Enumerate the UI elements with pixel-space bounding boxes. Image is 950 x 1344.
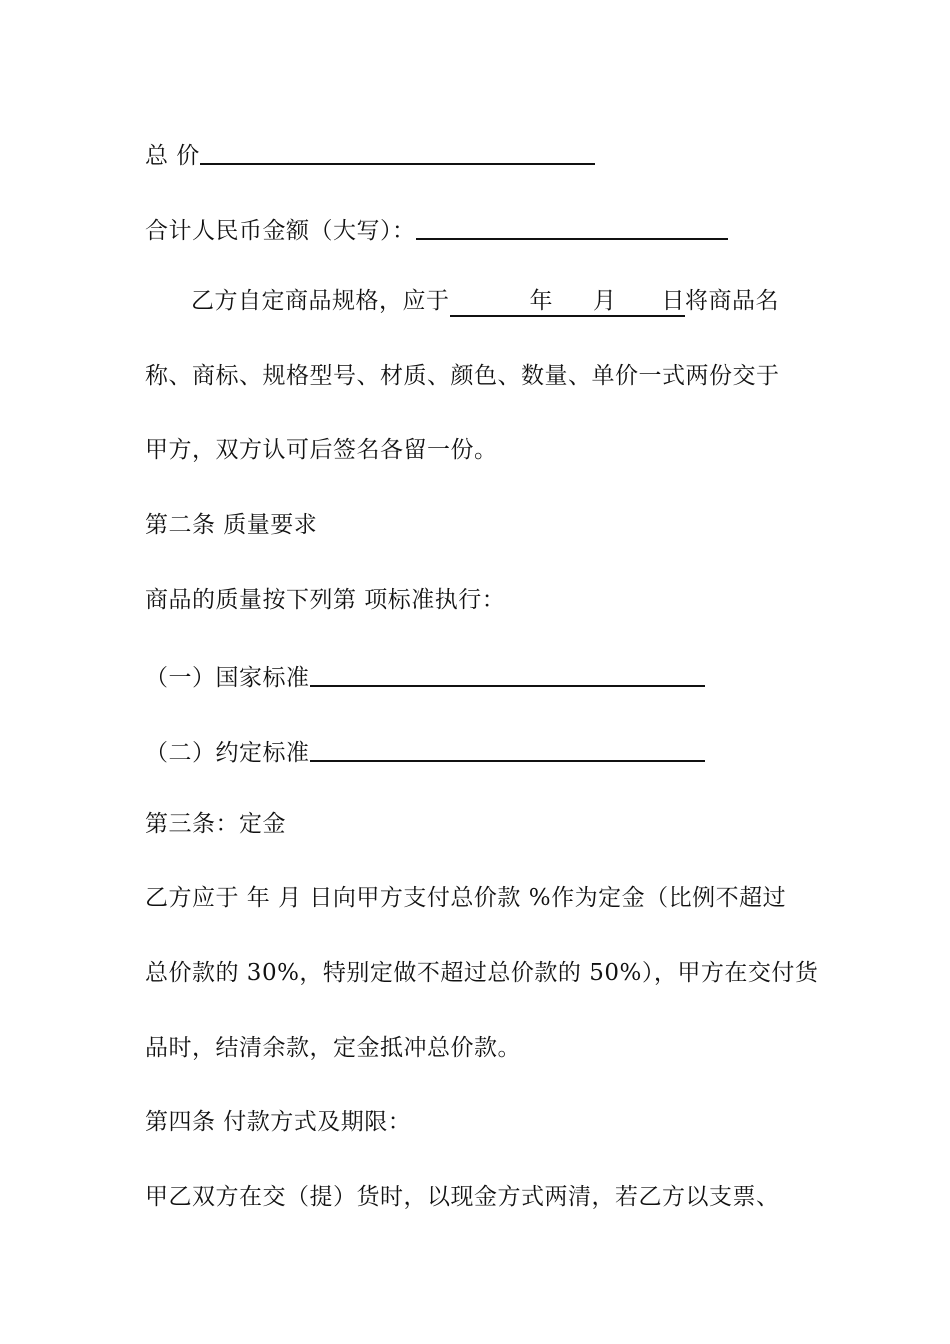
article-3-title: 第三条：定金 [145, 811, 286, 837]
article-4-title: 第四条 付款方式及期限： [145, 1109, 412, 1135]
total-price-blank [200, 139, 595, 165]
article-2-title: 第二条 质量要求 [145, 512, 318, 538]
spec-paragraph-line-1 [191, 286, 779, 316]
agreed-standard-line [145, 734, 705, 768]
delivery-date-blank [450, 288, 686, 317]
national-standard-line [145, 659, 705, 693]
rmb-total-blank [416, 214, 728, 240]
month-label: 月 [593, 288, 617, 314]
agreed-standard-label: （二）约定标准 [145, 740, 310, 766]
rmb-total-line [145, 212, 728, 246]
spec-text-b: 将商品名 [685, 288, 779, 314]
article-3-line-3: 品时，结清余款，定金抵冲总价款。 [145, 1035, 521, 1061]
article-4-line-1: 甲乙双方在交（提）货时，以现金方式两清，若乙方以支票、 [145, 1184, 780, 1210]
spec-paragraph-line-3: 甲方，双方认可后签名各留一份。 [145, 437, 498, 463]
total-price-line [145, 137, 595, 171]
agreed-standard-blank [310, 736, 705, 762]
spec-paragraph-line-2: 称、商标、规格型号、材质、颜色、数量、单价一式两份交于 [145, 363, 780, 389]
national-standard-label: （一）国家标准 [145, 665, 310, 691]
article-3-line-2: 总价款的 30%，特别定做不超过总价款的 50%），甲方在交付货 [145, 960, 819, 986]
total-price-label: 总 价 [145, 143, 200, 169]
rmb-total-label: 合计人民币金额（大写）： [145, 218, 416, 244]
article-2-body: 商品的质量按下列第 项标准执行： [145, 587, 506, 613]
article-3-line-1: 乙方应于 年 月 日向甲方支付总价款 %作为定金（比例不超过 [145, 885, 787, 911]
national-standard-blank [310, 661, 705, 687]
spec-text-a: 乙方自定商品规格，应于 [191, 288, 450, 314]
year-label: 年 [529, 288, 553, 314]
day-label: 日 [661, 288, 685, 314]
